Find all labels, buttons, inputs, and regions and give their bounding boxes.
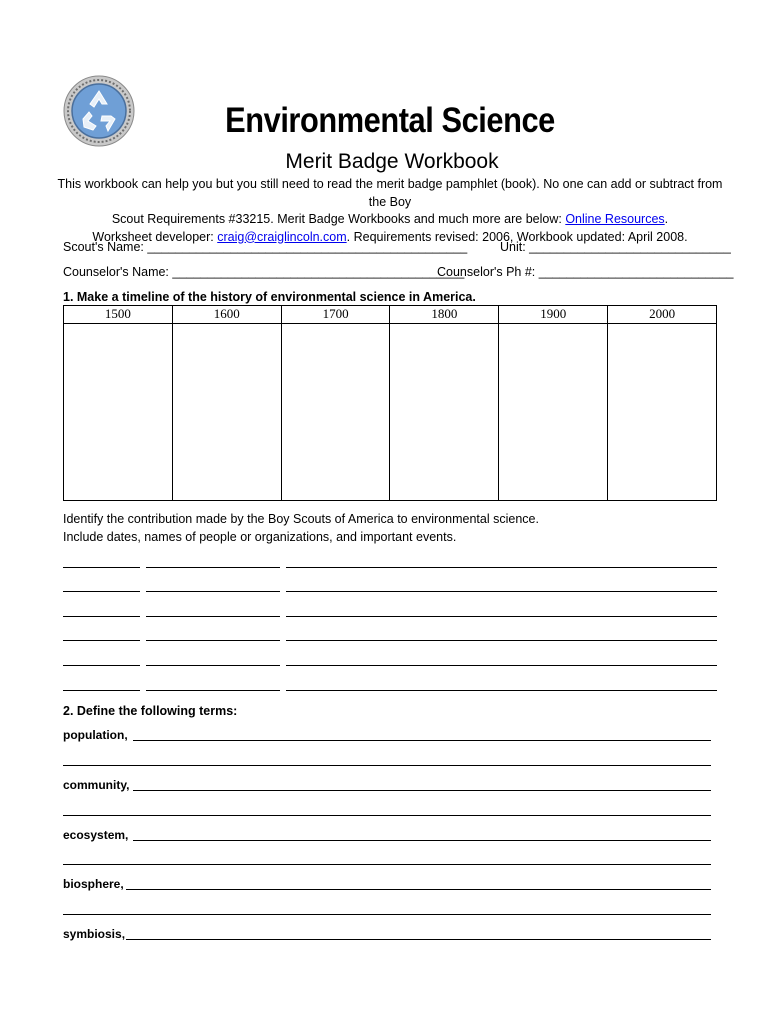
timeline-table bbox=[63, 305, 717, 501]
bsa-event-blank[interactable] bbox=[286, 616, 717, 617]
bsa-event-blank[interactable] bbox=[286, 690, 717, 691]
intro-line-3-end: . Requirements revised: 2006, Workbook updated: April 2008. bbox=[346, 229, 688, 244]
intro-line-1: This workbook can help you but you still need to read the merit badge pamphlet (book). No one can add or subtract from the Boy bbox=[57, 177, 723, 209]
term-ecosystem-blank[interactable] bbox=[133, 840, 711, 841]
bsa-contribution-instructions bbox=[63, 510, 539, 546]
term-biosphere-blank[interactable] bbox=[126, 889, 711, 890]
bsa-date-blank[interactable] bbox=[63, 690, 140, 691]
term-biosphere-label: biosphere, bbox=[63, 877, 124, 891]
timeline-year-1500: 1500 bbox=[64, 306, 173, 324]
term-population-continuation-blank[interactable] bbox=[63, 765, 711, 766]
term-biosphere-continuation-blank[interactable] bbox=[63, 914, 711, 915]
requirement-1-heading: 1. Make a timeline of the history of environmental science in America. bbox=[63, 290, 476, 304]
timeline-year-1800: 1800 bbox=[390, 306, 499, 324]
intro-text bbox=[50, 176, 730, 246]
unit-field[interactable]: Unit: _____________________________ bbox=[500, 240, 731, 254]
bsa-date-blank[interactable] bbox=[63, 567, 140, 568]
term-community-continuation-blank[interactable] bbox=[63, 815, 711, 816]
intro-line-2-text: Scout Requirements #33215. Merit Badge Workbooks and much more are below: bbox=[111, 212, 566, 226]
timeline-header-row bbox=[64, 306, 717, 324]
bsa-name-blank[interactable] bbox=[146, 616, 280, 617]
bsa-date-blank[interactable] bbox=[63, 616, 140, 617]
intro-line-2-end: . bbox=[664, 212, 669, 226]
term-population-label: population, bbox=[63, 728, 128, 742]
bsa-date-blank[interactable] bbox=[63, 591, 140, 592]
bsa-name-blank[interactable] bbox=[146, 690, 280, 691]
timeline-cell-1700[interactable] bbox=[281, 324, 390, 501]
bsa-date-blank[interactable] bbox=[63, 665, 140, 666]
bsa-name-blank[interactable] bbox=[146, 640, 280, 641]
intro-line-3-text: Worksheet developer: bbox=[92, 229, 218, 244]
timeline-entry-row bbox=[64, 324, 717, 501]
timeline-year-1600: 1600 bbox=[172, 306, 281, 324]
bsa-event-blank[interactable] bbox=[286, 640, 717, 641]
timeline-year-1900: 1900 bbox=[499, 306, 608, 324]
bsa-event-blank[interactable] bbox=[286, 591, 717, 592]
timeline-cell-1600[interactable] bbox=[172, 324, 281, 501]
term-symbiosis-label: symbiosis, bbox=[63, 927, 126, 941]
term-community-blank[interactable] bbox=[133, 790, 711, 791]
intro-line-2 bbox=[50, 211, 730, 229]
term-population-blank[interactable] bbox=[133, 740, 711, 741]
term-ecosystem-continuation-blank[interactable] bbox=[63, 864, 711, 865]
developer-email-link[interactable]: craig@craiglincoln.com bbox=[217, 229, 347, 244]
timeline-year-1700: 1700 bbox=[281, 306, 390, 324]
page-title: Environmental Science bbox=[225, 101, 555, 140]
term-symbiosis-blank[interactable] bbox=[126, 939, 711, 940]
instruction-line-1: Identify the contribution made by the Boy Scouts of America to environmental science. bbox=[63, 512, 539, 526]
timeline-cell-1500[interactable] bbox=[64, 324, 173, 501]
scout-name-field[interactable]: Scout's Name: ______________________________________________ bbox=[63, 240, 468, 254]
timeline-cell-2000[interactable] bbox=[608, 324, 717, 501]
bsa-event-blank[interactable] bbox=[286, 665, 717, 666]
timeline-cell-1800[interactable] bbox=[390, 324, 499, 501]
bsa-name-blank[interactable] bbox=[146, 665, 280, 666]
bsa-date-blank[interactable] bbox=[63, 640, 140, 641]
bsa-event-blank[interactable] bbox=[286, 567, 717, 568]
online-resources-link[interactable]: Online Resources bbox=[565, 212, 665, 226]
term-ecosystem-label: ecosystem, bbox=[63, 828, 129, 842]
requirement-2-heading: 2. Define the following terms: bbox=[63, 704, 238, 718]
bsa-name-blank[interactable] bbox=[146, 567, 280, 568]
page-subtitle: Merit Badge Workbook bbox=[285, 150, 499, 173]
timeline-cell-1900[interactable] bbox=[499, 324, 608, 501]
counselor-name-field[interactable]: Counselor's Name: __________________________________________ bbox=[63, 265, 465, 279]
instruction-line-2: Include dates, names of people or organizations, and important events. bbox=[63, 530, 457, 544]
counselor-phone-field[interactable]: Counselor's Ph #: ____________________________ bbox=[437, 265, 734, 279]
term-community-label: community, bbox=[63, 778, 130, 792]
timeline-year-2000: 2000 bbox=[608, 306, 717, 324]
bsa-name-blank[interactable] bbox=[146, 591, 280, 592]
